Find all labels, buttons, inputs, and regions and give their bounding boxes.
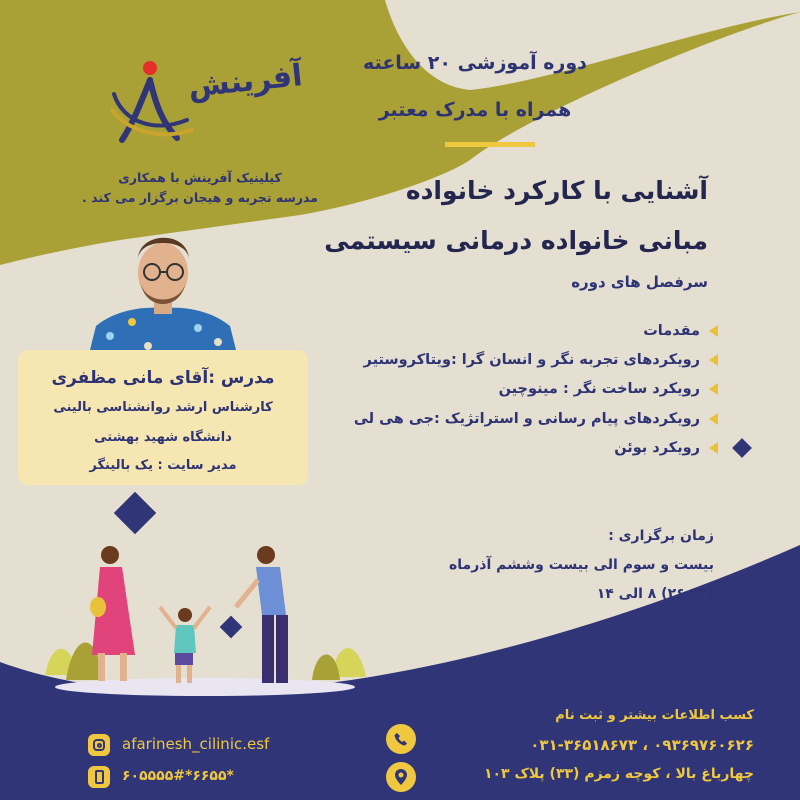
topic-item: رویکردهای تجربه نگر و انسان گرا :ویتاکروستیر bbox=[364, 347, 718, 373]
address: چهارباغ بالا ، کوچه زمزم (۳۳) پلاک ۱۰۳ bbox=[483, 766, 754, 782]
intro-text bbox=[70, 168, 330, 208]
instructor-university: دانشگاه شهید بهشتی bbox=[94, 430, 232, 445]
topic-item: رویکرد بوئن bbox=[614, 435, 718, 461]
course-line-2: همراه با مدرک معتبر bbox=[378, 99, 572, 121]
phone-icon[interactable] bbox=[386, 724, 416, 754]
bullet-icon bbox=[709, 383, 718, 395]
instructor-portrait-icon bbox=[88, 218, 238, 358]
schedule-dates: بیست و سوم الی بیست وششم آذرماه bbox=[449, 557, 714, 573]
bullet-icon bbox=[709, 413, 718, 425]
mobile-icon bbox=[88, 766, 110, 788]
topics-heading: سرفصل های دوره bbox=[571, 273, 708, 291]
instructor-role: مدیر سایت : یک بالینگر bbox=[89, 458, 237, 473]
schedule-label: زمان برگزاری : bbox=[608, 528, 714, 544]
info-label: کسب اطلاعات بیشتر و ثبت نام bbox=[555, 708, 754, 723]
bullet-icon bbox=[709, 354, 718, 366]
phone-numbers[interactable]: ۰۹۳۶۹۷۶۰۶۲۶ ، ۰۳۱-۳۶۵۱۸۶۷۳ bbox=[530, 736, 754, 754]
instructor-degree: کارشناس ارشد روانشناسی بالینی bbox=[53, 400, 273, 415]
topic-item: رویکرد ساخت نگر : مینوچین bbox=[499, 376, 718, 402]
family-illustration bbox=[40, 535, 370, 705]
topic-item: مقدمات bbox=[643, 318, 718, 344]
title-line-2: مبانی خانواده درمانی سیستمی bbox=[324, 226, 708, 255]
title-line-1: آشنایی با کارکرد خانواده bbox=[405, 176, 708, 205]
logo-text: آفرینش bbox=[186, 58, 305, 105]
instructor-photo bbox=[88, 218, 238, 358]
instagram-handle[interactable]: afarinesh_cilinic.esf bbox=[122, 735, 270, 753]
location-icon[interactable] bbox=[386, 762, 416, 792]
course-line-1: دوره آموزشی ۲۰ ساعته bbox=[363, 52, 587, 74]
ussd-code: *۶۶۵۵*۶۰۵۵۵۵# bbox=[122, 768, 234, 784]
bullet-icon bbox=[709, 442, 718, 454]
underline-accent bbox=[445, 142, 535, 147]
instagram-icon[interactable] bbox=[88, 734, 110, 756]
topic-item: رویکردهای پیام رسانی و استراتژیک :جی هی لی bbox=[354, 406, 718, 432]
intro-line-2: مدرسه تجربه و هیجان برگزار می کند . bbox=[82, 190, 318, 205]
schedule-hours: (۲۶-۲۳) ۸ الی ۱۴ bbox=[596, 586, 714, 602]
instructor-card bbox=[18, 350, 308, 485]
logo bbox=[92, 50, 305, 165]
instructor-name: مدرس :آقای مانی مظفری bbox=[51, 368, 275, 388]
intro-line-1: کیلینیک آفرینش با همکاری bbox=[118, 170, 282, 185]
bullet-icon bbox=[709, 325, 718, 337]
